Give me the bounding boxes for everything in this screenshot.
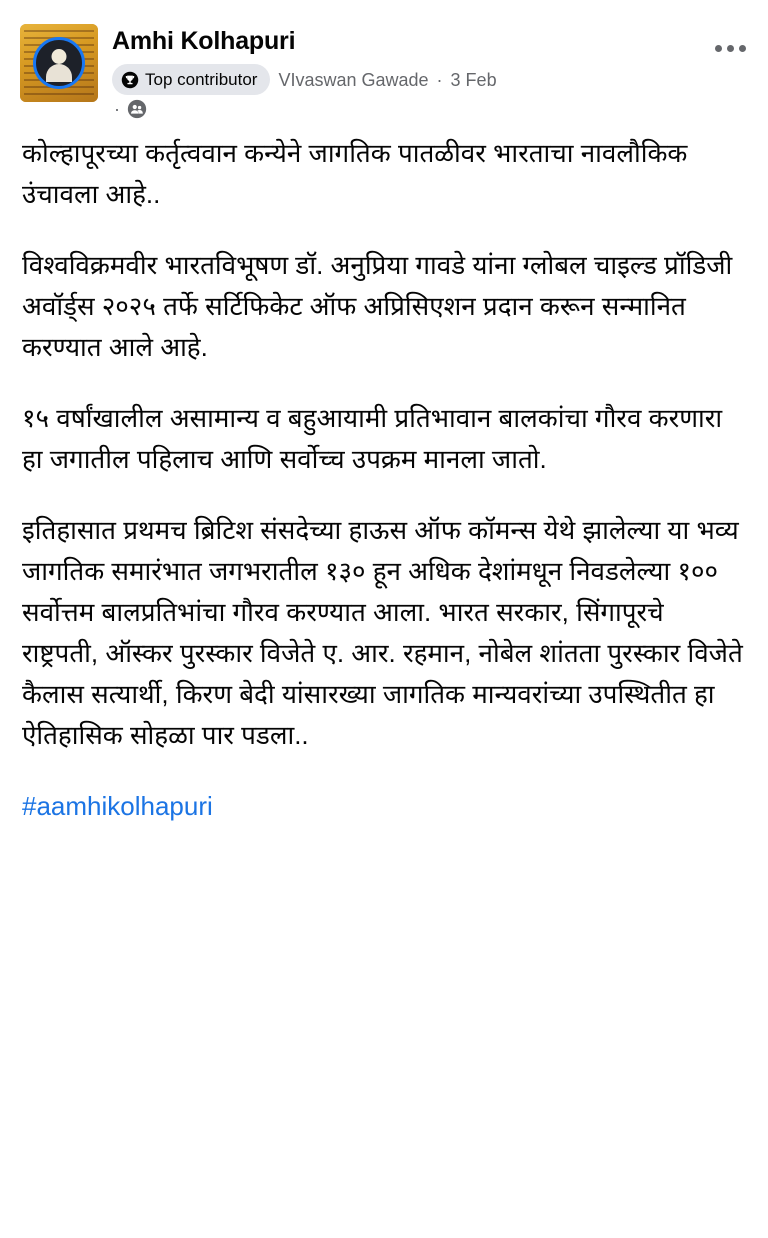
post-header xyxy=(0,0,768,123)
page-name[interactable]: Amhi Kolhapuri xyxy=(112,27,296,55)
post-hashtag-line xyxy=(22,786,746,827)
status-badge[interactable] xyxy=(112,64,270,95)
hashtag-link[interactable]: #aamhikolhapuri xyxy=(22,791,213,821)
post-body xyxy=(0,123,768,827)
meta-separator: · xyxy=(436,69,443,90)
avatar[interactable] xyxy=(20,24,98,102)
post-timestamp[interactable]: 3 Feb xyxy=(450,69,497,90)
post-author[interactable]: VIvaswan Gawade xyxy=(278,69,429,90)
post-paragraph: १५ वर्षांखालील असामान्य व बहुआयामी प्रतिभावान बालकांचा गौरव करणारा हा जगातील पहिलाच आणि सर्वोच्च उपक्रम मानला जातो. xyxy=(22,403,723,474)
post-meta-row-secondary xyxy=(114,99,748,119)
post-paragraph: कोल्हापूरच्या कर्तृत्ववान कन्येने जागतिक पातळीवर भारताचा नावलौकिक उंचावला आहे.. xyxy=(22,138,688,209)
meta-dot: · xyxy=(114,99,120,119)
post-paragraph: विश्वविक्रमवीर भारतविभूषण डॉ. अनुप्रिया गावडे यांना ग्लोबल चाइल्ड प्रॉडिजी अवॉर्ड्स २०२५ तर्फे सर्टिफिकेट ऑफ अप्रिसिएशन प्रदान करून सन्मानित करण्यात आले आहे. xyxy=(22,250,733,362)
trophy-icon xyxy=(121,71,139,89)
header-text xyxy=(112,24,748,119)
more-options-icon[interactable] xyxy=(710,36,750,60)
friends-icon[interactable] xyxy=(127,99,147,119)
status-badge-label: Top contributor xyxy=(145,69,258,89)
post-meta-row xyxy=(112,64,748,95)
post-paragraph: इतिहासात प्रथमच ब्रिटिश संसदेच्या हाऊस ऑफ कॉमन्स येथे झालेल्या या भव्य जागतिक समारंभात जगभरातील १३० हून अधिक देशांमधून निवडलेल्या १०० सर्वोत्तम बालप्रतिभांचा गौरव करण्यात आला. भारत सरकार, सिंगापूरचे राष्ट्रपती, ऑस्कर पुरस्कार विजेते ए. आर. रहमान, नोबेल शांतता पुरस्कार विजेते कैलास सत्यार्थी, किरण बेदी यांसारख्या जागतिक मान्यवरांच्या उपस्थितीत हा ऐतिहासिक सोहळा पार पडला.. xyxy=(22,515,743,750)
avatar-portrait-icon xyxy=(33,37,85,89)
